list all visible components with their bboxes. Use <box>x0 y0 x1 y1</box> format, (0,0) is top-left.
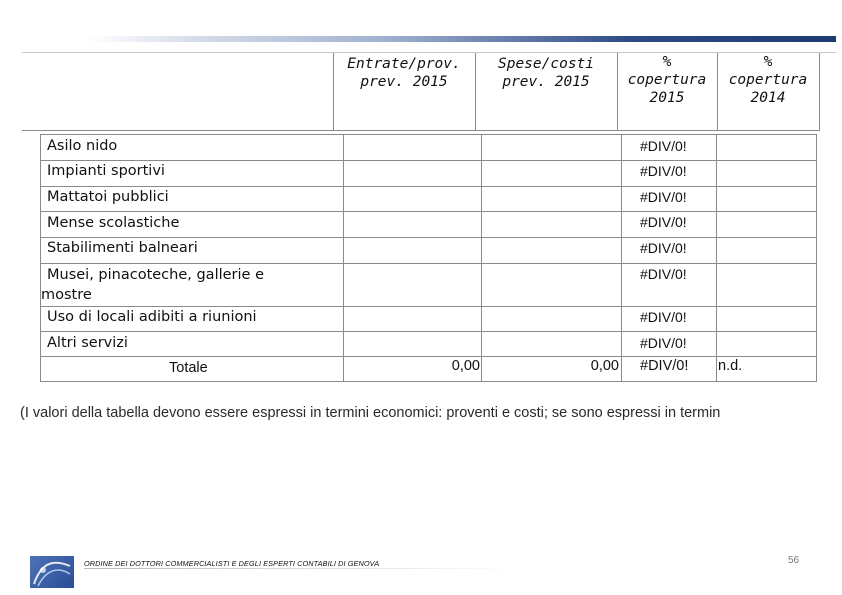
row-label: Mattatoi pubblici <box>47 189 169 205</box>
grid-line <box>816 134 817 382</box>
copertura-2015-value: #DIV/0! <box>640 240 687 256</box>
copertura-2015-value: #DIV/0! <box>640 309 687 325</box>
grid-line <box>716 134 717 382</box>
row-label: Altri servizi <box>47 335 128 351</box>
total-entrate-value: 0,00 <box>451 358 480 374</box>
grid-line <box>621 134 622 382</box>
grid-line <box>40 306 817 307</box>
copertura-2015-value: #DIV/0! <box>640 335 687 351</box>
total-spese-value: 0,00 <box>590 358 619 374</box>
row-label: Impianti sportivi <box>47 163 165 179</box>
copertura-2015-value: #DIV/0! <box>640 163 687 179</box>
grid-line <box>40 134 817 135</box>
grid-line <box>40 381 817 382</box>
footer-rule <box>84 568 520 569</box>
grid-line <box>343 134 344 382</box>
table-note: (I valori della tabella devono essere espressi in termini economici: proventi e costi; se sono espressi in termin <box>20 405 721 421</box>
row-label: Mense scolastiche <box>47 215 180 231</box>
column-header-spese: Spese/costi prev. 2015 <box>497 56 595 90</box>
column-header-copertura-2015: % copertura 2015 <box>627 54 707 106</box>
row-label: Asilo nido <box>47 138 118 154</box>
header-gradient-rule <box>22 36 836 42</box>
row-label: Uso di locali adibiti a riunioni <box>47 309 257 325</box>
grid-line <box>40 160 817 161</box>
grid-line <box>40 186 817 187</box>
grid-line <box>40 331 817 332</box>
copertura-2015-value: #DIV/0! <box>640 138 687 154</box>
total-copertura-2014-value: n.d. <box>718 358 743 374</box>
copertura-2015-value: #DIV/0! <box>640 189 687 205</box>
row-label: Stabilimenti balneari <box>47 240 198 256</box>
logo-mark-icon <box>30 556 74 588</box>
grid-line <box>40 356 817 357</box>
total-label: Totale <box>169 360 208 376</box>
row-label: Musei, pinacoteche, gallerie e mostre <box>41 267 264 303</box>
column-header-copertura-2014: % copertura 2014 <box>728 54 808 106</box>
grid-line <box>40 211 817 212</box>
grid-line <box>40 263 817 264</box>
page-number: 56 <box>788 555 800 566</box>
logo <box>30 556 74 588</box>
grid-line <box>481 134 482 382</box>
grid-line <box>40 134 41 382</box>
grid-line <box>819 53 820 130</box>
total-copertura-2015-value: #DIV/0! <box>640 358 689 374</box>
footer-org-name: ORDINE DEI DOTTORI COMMERCIALISTI E DEGLI ESPERTI CONTABILI DI GENOVA <box>84 559 380 568</box>
copertura-2015-value: #DIV/0! <box>640 266 687 282</box>
column-header-entrate: Entrate/prov. prev. 2015 <box>347 56 461 90</box>
grid-line <box>22 130 820 131</box>
copertura-2015-value: #DIV/0! <box>640 214 687 230</box>
grid-line <box>40 237 817 238</box>
